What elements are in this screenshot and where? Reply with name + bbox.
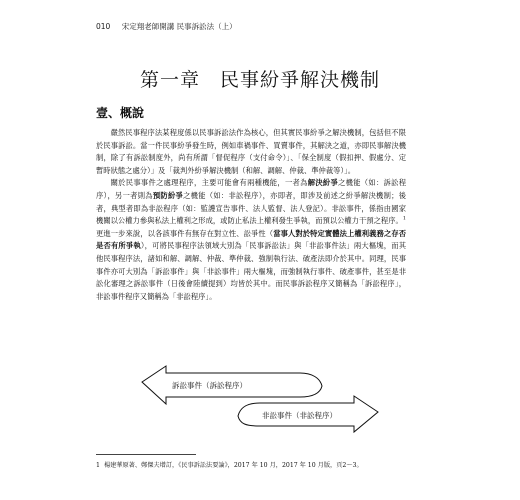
- bold-term: 解決紛爭: [307, 178, 339, 188]
- bold-term: 預防紛爭: [152, 190, 184, 200]
- right-label: 非訟事件（非訟程序）: [262, 411, 337, 420]
- text-run: 更進一步來說，以各該事件有無存在對立性、訟爭性（: [96, 228, 274, 238]
- left-label: 訴訟事件（訴訟程序）: [172, 381, 247, 390]
- footnote-text: 楊建華原著、鄭傑夫增訂，《民事訴訟法要論》，2017 年 10 月，2017 年 10 月版，頁2～3。: [103, 462, 363, 469]
- footnote-number: 1: [96, 462, 100, 469]
- paragraph-2: [96, 177, 406, 303]
- bold-term: 當事人對於特定實體法上權利義務之存否是否有所爭執: [96, 228, 407, 251]
- body-text: [96, 127, 406, 303]
- footnote-rule: [96, 454, 196, 455]
- paragraph-1: 嚴然民事程序法某程度係以民事訴訟法作為核心，但其實民事紛爭之解決機制，包括但不限於民事訴訟。當一件民事紛爭發生時，例如車禍事件、買賣事件，其解決之道，亦即民事解決機制，除了有訴訟制度外，尚有所謂「督促程序（支付命令）」、「保全制度（假扣押、假處分、定暫時狀態之處分）」及「裁判外紛爭解決機制（和解、調解、仲裁、準仲裁等）」。: [96, 128, 406, 175]
- text-run: 之機能（如：非訟程序），亦即者，即涉及前述之紛爭解決機制；後者，典型者即為非訟程序（如：監護宣告事件、法人監督、法人登記）。非訟事件，係指由國家機關以公權力參與私法上權利之形成，或防止私法上權利發生爭執，而預以公權力干預之程序。: [96, 190, 406, 226]
- running-head: [96, 21, 237, 32]
- text-run: 關於民事事件之處理程序，主要可能會有兩種機能，一者為: [110, 178, 308, 188]
- book-title: 宋定翔老師開講 民事訴訟法（上）: [121, 22, 237, 31]
- section-title: 壹、概說: [96, 106, 145, 120]
- page-number: 010: [96, 22, 111, 31]
- text-run: ），可將民事程序法領域大別為「民事訴訟法」與「非訟事件法」兩大樞塊，而其他民事程序法，諸如和解、調解、仲裁、準仲裁、強制執行法、破產法即介於其中。同理，民事事件亦可大別為「訴訟事件」與「非訟事件」兩大樞塊，而強制執行事件、破產事件，甚至是非訟化審理之訴訟事件（日後會陸續提到）均皆於其中。而民事訴訟程序又簡稱為「訴訟程序」，非訟事件程序又簡稱為「非訟程序」。: [96, 241, 407, 301]
- text-run: 之機能（如：訴訟程序），另一者則為: [96, 178, 407, 200]
- litigation-spectrum-diagram: [140, 364, 380, 434]
- chapter-title: 第一章 民事紛爭解決機制: [139, 69, 380, 91]
- footnote: [96, 461, 408, 471]
- footnote-ref[interactable]: 1: [402, 215, 406, 222]
